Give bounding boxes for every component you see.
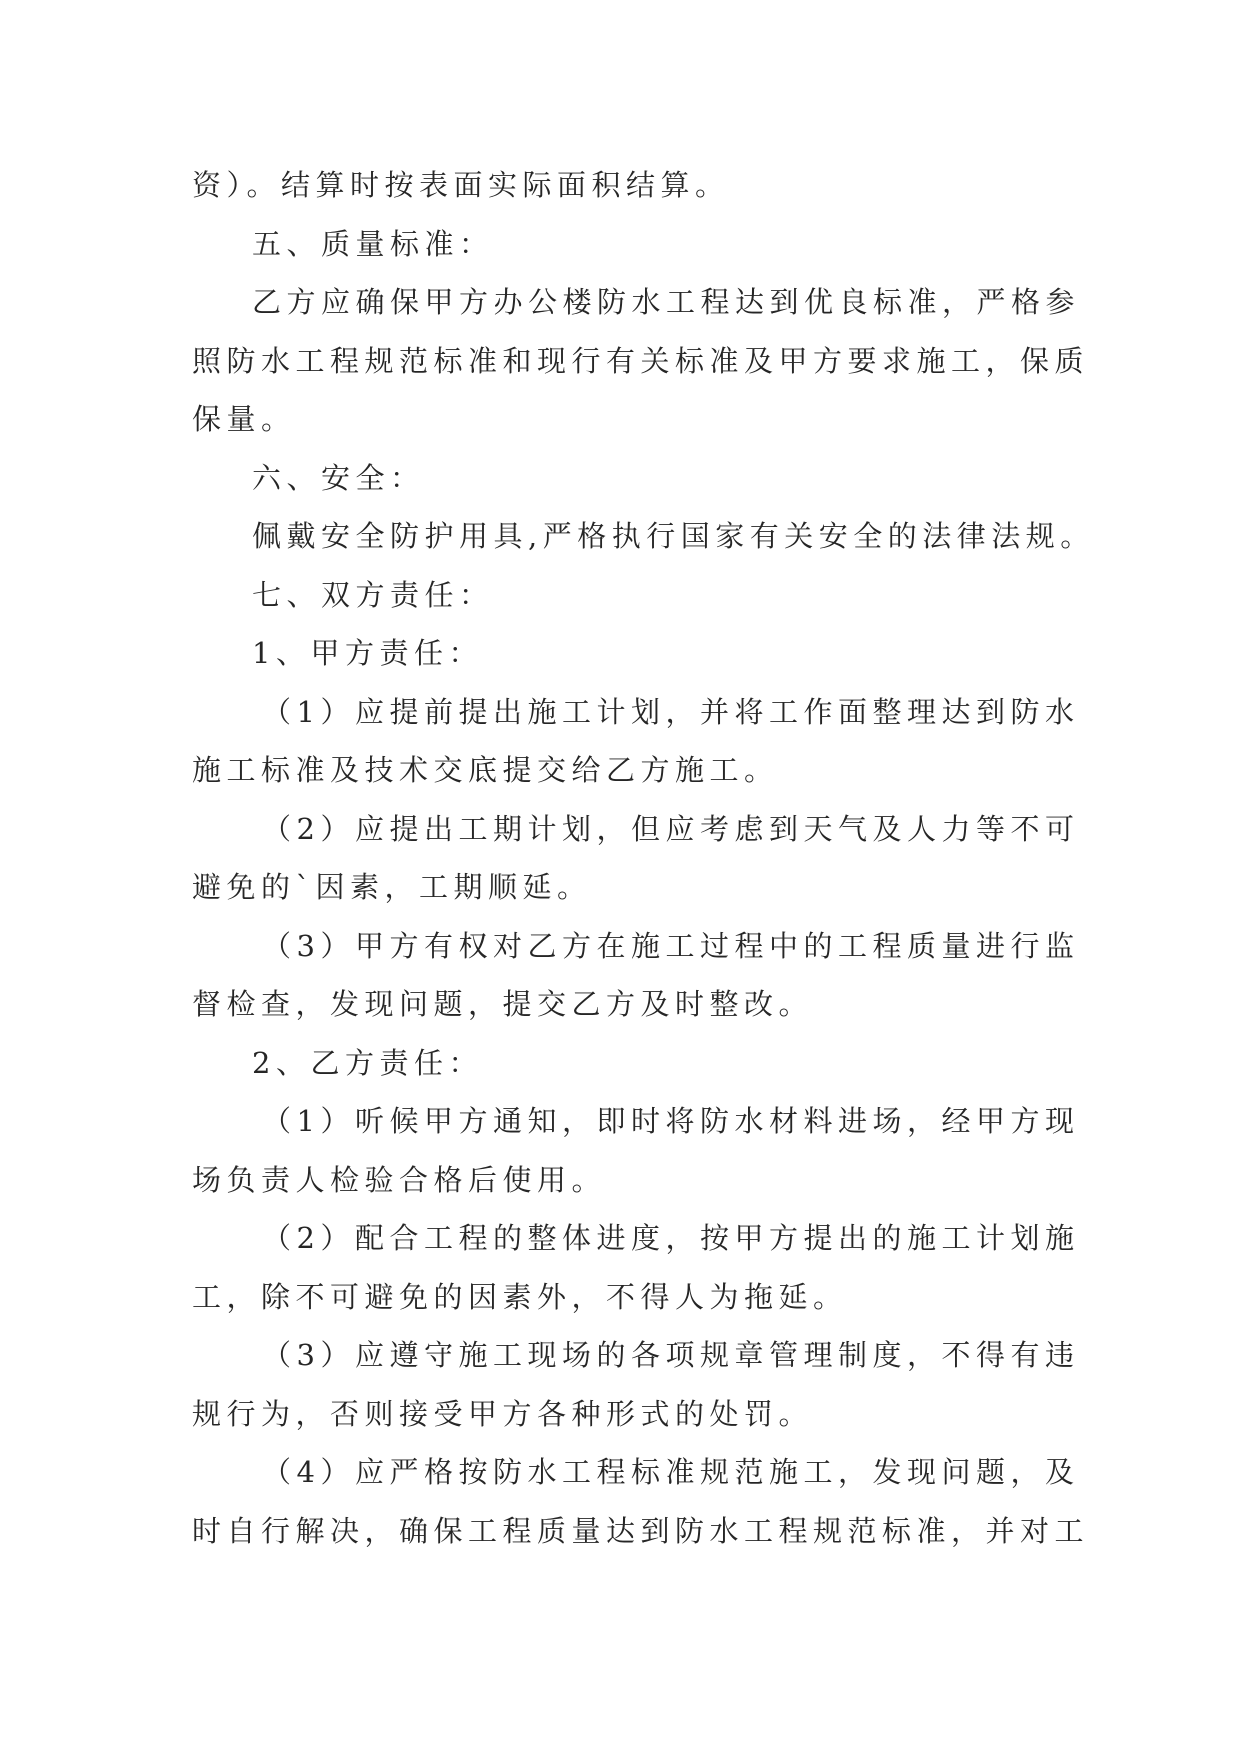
text-line: （2）配合工程的整体进度，按甲方提出的施工计划施 — [262, 1221, 1080, 1255]
text-line: 佩戴安全防护用具,严格执行国家有关安全的法律法规。 — [252, 519, 1095, 553]
text-line: （2）应提出工期计划，但应考虑到天气及人力等不可 — [262, 811, 1080, 846]
text-line: （3）应遵守施工现场的各项规章管理制度，不得有违 — [262, 1338, 1080, 1372]
section-heading: 六、安全： — [252, 460, 425, 495]
text-line: 时自行解决，确保工程质量达到防水工程规范标准，并对工 — [192, 1513, 1090, 1548]
text-line: 督检查，发现问题，提交乙方及时整改。 — [192, 987, 814, 1021]
section-heading: 七、双方责任： — [252, 577, 494, 612]
section-heading: 五、质量标准： — [252, 226, 494, 261]
text-line: 避免的`因素，工期顺延。 — [192, 870, 592, 904]
text-line: 施工标准及技术交底提交给乙方施工。 — [192, 753, 779, 787]
document-body — [192, 156, 1095, 1560]
text-line: 保量。 — [192, 402, 296, 436]
text-line: 乙方应确保甲方办公楼防水工程达到优良标准，严格参 — [252, 285, 1081, 319]
text-line: 工，除不可避免的因素外，不得人为拖延。 — [192, 1279, 848, 1314]
text-line: （3）甲方有权对乙方在施工过程中的工程质量进行监 — [262, 928, 1080, 963]
text-line: 资）。结算时按表面实际面积结算。 — [192, 168, 730, 202]
subsection-heading: 2、乙方责任： — [252, 1045, 483, 1080]
text-line: （1）应提前提出施工计划，并将工作面整理达到防水 — [262, 694, 1080, 729]
text-line: 照防水工程规范标准和现行有关标准及甲方要求施工，保质 — [192, 343, 1090, 378]
text-line: 场负责人检验合格后使用。 — [192, 1162, 607, 1197]
text-line: （4）应严格按防水工程标准规范施工，发现问题，及 — [262, 1455, 1080, 1489]
text-line: （1）听候甲方通知，即时将防水材料进场，经甲方现 — [262, 1104, 1080, 1138]
text-line: 规行为，否则接受甲方各种形式的处罚。 — [192, 1396, 814, 1431]
subsection-heading: 1、甲方责任： — [252, 636, 483, 670]
